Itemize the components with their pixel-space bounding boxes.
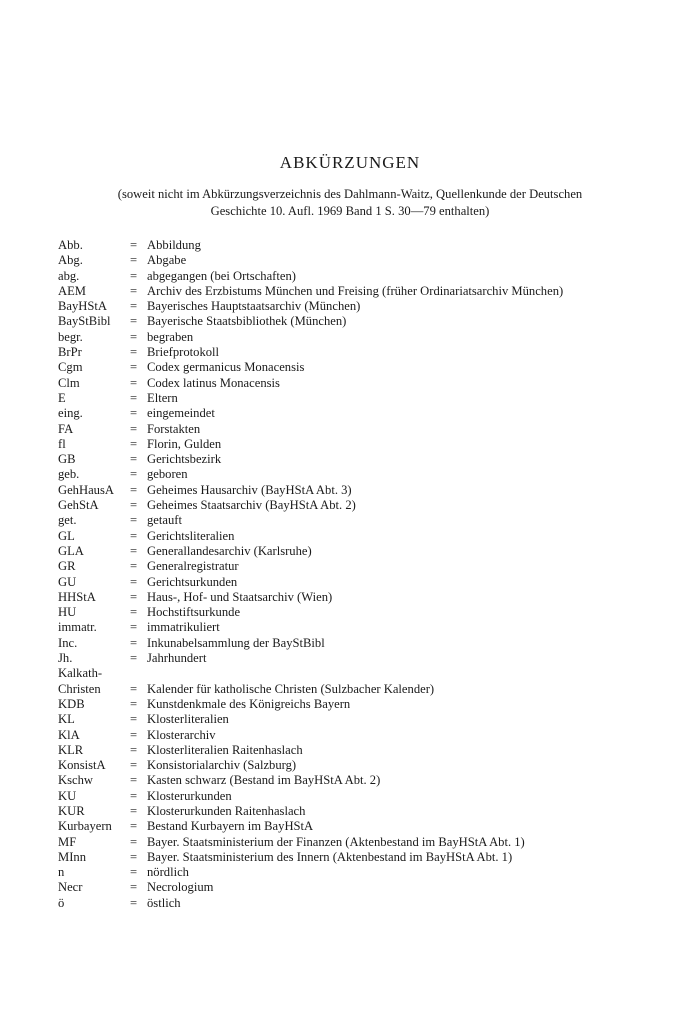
abbreviation: HHStA: [58, 589, 96, 604]
abbreviation: E: [58, 390, 66, 405]
definition: Bayer. Staatsministerium der Finanzen (Aktenbestand im BayHStA Abt. 1): [147, 834, 525, 849]
definition: Forstakten: [147, 421, 201, 436]
equals-sign: =: [130, 452, 138, 467]
abbreviation: eing.: [58, 406, 83, 421]
equals-sign: =: [130, 574, 138, 589]
abbreviation: begr.: [58, 329, 83, 344]
definition: Klosterurkunden: [147, 788, 232, 803]
abbreviation: BrPr: [58, 345, 82, 360]
abbreviation: Jh.: [58, 651, 73, 666]
abbreviation: HU: [58, 605, 77, 620]
definition: Gerichtsurkunden: [147, 574, 238, 589]
abbreviation: Clm: [58, 375, 80, 390]
abbreviation: Inc.: [58, 635, 78, 650]
definition: immatrikuliert: [147, 620, 220, 635]
definition: Haus-, Hof- und Staatsarchiv (Wien): [147, 589, 333, 604]
definition: Kasten schwarz (Bestand im BayHStA Abt. 2): [147, 773, 381, 788]
abbreviation-entry: [58, 605, 578, 620]
definition: Codex latinus Monacensis: [147, 375, 280, 390]
equals-sign: =: [130, 758, 138, 773]
equals-sign: =: [130, 635, 138, 650]
abbreviation: GU: [58, 574, 77, 589]
abbreviation: GehHausA: [58, 482, 114, 497]
definition: Klosterarchiv: [147, 727, 216, 742]
abbreviation-entry: [58, 712, 578, 727]
equals-sign: =: [130, 345, 138, 360]
definition: Eltern: [147, 390, 178, 405]
equals-sign: =: [130, 788, 138, 803]
abbreviation: MF: [58, 834, 77, 849]
equals-sign: =: [130, 773, 138, 788]
abbreviation: Kalkath-: [58, 666, 103, 681]
subtitle: [58, 186, 642, 220]
abbreviation-entry: [58, 575, 578, 590]
abbreviation-entry: [58, 620, 578, 635]
equals-sign: =: [130, 314, 138, 329]
abbreviation: GL: [58, 528, 75, 543]
equals-sign: =: [130, 727, 138, 742]
abbreviation-entry: [58, 330, 578, 345]
abbreviation: fl: [58, 436, 66, 451]
equals-sign: =: [130, 421, 138, 436]
equals-sign: =: [130, 834, 138, 849]
definition: Klosterliteralien Raitenhaslach: [147, 742, 303, 757]
definition: Kunstdenkmale des Königreichs Bayern: [147, 696, 351, 711]
abbreviation-entry: [58, 590, 578, 605]
definition: Bayerische Staatsbibliothek (München): [147, 314, 347, 329]
equals-sign: =: [130, 742, 138, 757]
abbreviation-entry: [58, 284, 578, 299]
abbreviation-entry: [58, 682, 578, 697]
abbreviation-entry: [58, 835, 578, 850]
abbreviation-entry: [58, 529, 578, 544]
abbreviation-entry: [58, 789, 578, 804]
abbreviation: KonsistA: [58, 758, 106, 773]
definition: nördlich: [147, 865, 189, 880]
abbreviation: abg.: [58, 268, 80, 283]
abbreviation: KUR: [58, 803, 85, 818]
abbreviation: immatr.: [58, 620, 97, 635]
equals-sign: =: [130, 467, 138, 482]
definition: Bestand Kurbayern im BayHStA: [147, 819, 314, 834]
abbreviation-entry: [58, 697, 578, 712]
abbreviation: KLR: [58, 742, 84, 757]
page-title: ABKÜRZUNGEN: [279, 153, 421, 172]
definition: eingemeindet: [147, 406, 215, 421]
abbreviation: ö: [58, 895, 65, 910]
abbreviation: Christen: [58, 681, 101, 696]
abbreviation: BayHStA: [58, 299, 107, 314]
equals-sign: =: [130, 605, 138, 620]
abbreviation-entry: [58, 452, 578, 467]
definition: [147, 666, 578, 681]
abbreviation-entry: [58, 299, 578, 314]
definition: Abbildung: [147, 238, 201, 252]
abbreviation: BayStBibl: [58, 314, 111, 329]
abbreviation-entry: [58, 376, 578, 391]
abbreviation-entry: [58, 467, 578, 482]
definition: Gerichtsbezirk: [147, 452, 222, 467]
equals-sign: =: [130, 513, 138, 528]
definition: Briefprotokoll: [147, 345, 220, 360]
abbreviation-entry: [58, 896, 578, 911]
equals-sign: =: [130, 559, 138, 574]
equals-sign: =: [130, 360, 138, 375]
abbreviation-entry: [58, 804, 578, 819]
equals-sign: [130, 666, 147, 681]
definition: Generalregistratur: [147, 559, 239, 574]
definition: Necrologium: [147, 880, 214, 895]
definition: Bayerisches Hauptstaatsarchiv (München): [147, 299, 361, 314]
abbreviation-entry: [58, 422, 578, 437]
abbreviation: n: [58, 865, 65, 880]
abbreviation-entry: [58, 391, 578, 406]
equals-sign: =: [130, 620, 138, 635]
abbreviation-entry: [58, 743, 578, 758]
equals-sign: =: [130, 283, 138, 298]
equals-sign: =: [130, 589, 138, 604]
definition: Klosterliteralien: [147, 712, 229, 727]
abbreviation-entry: [58, 345, 578, 360]
subtitle-line: (soweit nicht im Abkürzungsverzeichnis des Dahlmann-Waitz, Quellenkunde der Deutschen: [117, 187, 583, 201]
definition: abgegangen (bei Ortschaften): [147, 268, 296, 283]
definition: Konsistorialarchiv (Salzburg): [147, 758, 297, 773]
abbreviation-entry: [58, 544, 578, 559]
abbreviation: KU: [58, 788, 77, 803]
abbreviation-entry: [58, 773, 578, 788]
equals-sign: =: [130, 406, 138, 421]
definition: Kalender für katholische Christen (Sulzbacher Kalender): [147, 681, 435, 696]
abbreviation-list: [58, 238, 578, 911]
equals-sign: =: [130, 819, 138, 834]
definition: begraben: [147, 329, 194, 344]
abbreviation: KlA: [58, 727, 80, 742]
abbreviation: GehStA: [58, 498, 99, 513]
equals-sign: =: [130, 651, 138, 666]
subtitle-line: Geschichte 10. Aufl. 1969 Band 1 S. 30—79 enthalten): [210, 204, 490, 218]
equals-sign: =: [130, 436, 138, 451]
equals-sign: =: [130, 681, 138, 696]
abbreviation: GLA: [58, 543, 84, 558]
abbreviation-entry: [58, 819, 578, 834]
equals-sign: =: [130, 238, 138, 252]
abbreviation: KL: [58, 712, 75, 727]
equals-sign: =: [130, 543, 138, 558]
abbreviation-entry: [58, 651, 578, 666]
definition: Florin, Gulden: [147, 436, 222, 451]
abbreviation: geb.: [58, 467, 80, 482]
equals-sign: =: [130, 880, 138, 895]
definition: geboren: [147, 467, 188, 482]
abbreviation: FA: [58, 421, 74, 436]
equals-sign: =: [130, 528, 138, 543]
definition: Abgabe: [147, 253, 187, 268]
definition: Generallandesarchiv (Karlsruhe): [147, 543, 312, 558]
abbreviation-entry: [58, 850, 578, 865]
abbreviation: get.: [58, 513, 77, 528]
abbreviation: MInn: [58, 849, 86, 864]
equals-sign: =: [130, 865, 138, 880]
abbreviation: Kschw: [58, 773, 93, 788]
abbreviation-entry: [58, 253, 578, 268]
abbreviation-entry: [58, 238, 578, 253]
abbreviation-entry: [58, 269, 578, 284]
abbreviation-entry: [58, 314, 578, 329]
definition: Jahrhundert: [147, 651, 207, 666]
abbreviation-entry: [58, 880, 578, 895]
equals-sign: =: [130, 268, 138, 283]
abbreviation-entry: [58, 437, 578, 452]
abbreviation: GB: [58, 452, 76, 467]
abbreviation: AEM: [58, 283, 86, 298]
equals-sign: =: [130, 696, 138, 711]
definition: Gerichtsliteralien: [147, 528, 235, 543]
abbreviation: Kurbayern: [58, 819, 112, 834]
abbreviation-entry: [58, 728, 578, 743]
definition: Hochstiftsurkunde: [147, 605, 241, 620]
abbreviation-entry: [58, 758, 578, 773]
equals-sign: =: [130, 299, 138, 314]
abbreviation: GR: [58, 559, 76, 574]
abbreviation-entry: [58, 513, 578, 528]
definition: östlich: [147, 895, 181, 910]
definition: Bayer. Staatsministerium des Innern (Aktenbestand im BayHStA Abt. 1): [147, 849, 513, 864]
definition: Geheimes Hausarchiv (BayHStA Abt. 3): [147, 482, 352, 497]
equals-sign: =: [130, 375, 138, 390]
abbreviation-entry: [58, 559, 578, 574]
definition: Inkunabelsammlung der BayStBibl: [147, 635, 325, 650]
equals-sign: =: [130, 895, 138, 910]
abbreviation-entry: [58, 666, 578, 681]
equals-sign: =: [130, 390, 138, 405]
abbreviation: Necr: [58, 880, 83, 895]
equals-sign: =: [130, 498, 138, 513]
abbreviation-entry: [58, 406, 578, 421]
definition: Codex germanicus Monacensis: [147, 360, 305, 375]
abbreviation-entry: [58, 865, 578, 880]
equals-sign: =: [130, 803, 138, 818]
abbreviation-entry: [58, 636, 578, 651]
equals-sign: =: [130, 253, 138, 268]
abbreviation-entry: [58, 360, 578, 375]
equals-sign: =: [130, 482, 138, 497]
abbreviation: KDB: [58, 696, 85, 711]
definition: Klosterurkunden Raitenhaslach: [147, 803, 306, 818]
definition: getauft: [147, 513, 182, 528]
equals-sign: =: [130, 329, 138, 344]
abbreviation: Abb.: [58, 238, 83, 252]
definition: Archiv des Erzbistums München und Freising (früher Ordinariatsarchiv München): [147, 283, 564, 298]
abbreviation-entry: [58, 498, 578, 513]
equals-sign: =: [130, 712, 138, 727]
definition: Geheimes Staatsarchiv (BayHStA Abt. 2): [147, 498, 356, 513]
abbreviation: Abg.: [58, 253, 83, 268]
abbreviation: Cgm: [58, 360, 83, 375]
abbreviation-entry: [58, 483, 578, 498]
equals-sign: =: [130, 849, 138, 864]
